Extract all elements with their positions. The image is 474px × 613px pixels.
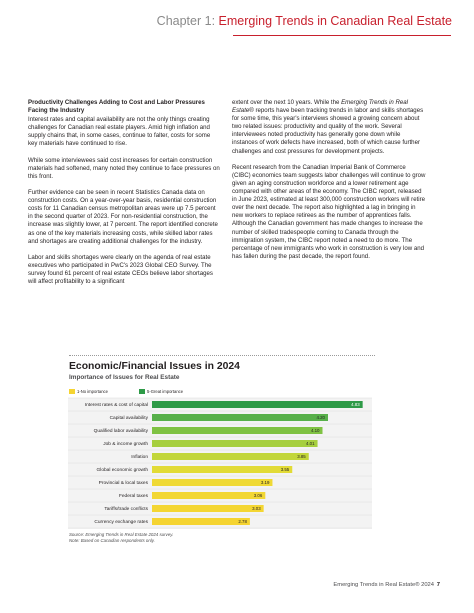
footer-text: Emerging Trends in Real Estate® 2024 (333, 582, 434, 588)
bar (152, 414, 328, 421)
scale-max-label: 5-Great importance (147, 389, 184, 394)
text-run: extent over the next 10 years. While the (232, 99, 342, 106)
paragraph: Further evidence can be seen in recent Statistics Canada data on construction costs. On a year-over-year basis, residential construction costs for 11 Canadian census metropolitan areas were up 7.5 percent in the second quarter of 2023. For non-residential construction, the increase was slightly lower, at 7 percent. The report identified concrete as one of the key materials increasing costs, while skilled labor rates and shortages are creating additional challenges for the industry. (28, 189, 218, 245)
chart-note: Note: Based on Canadian respondents only. (69, 538, 155, 543)
page-number: 7 (436, 582, 440, 588)
paragraph: Labor and skills shortages were clearly on the agenda of real estate executives who participated in PwC's 2023 Global CEO Survey. The survey found 61 percent of real estate CEOs believe labor shortages will affect profitability to a significant (28, 253, 213, 286)
category-label: Inflation (131, 455, 148, 461)
chapter-title: Emerging Trends in Canadian Real Estate (218, 14, 452, 28)
paragraph: Recent research from the Canadian Imperial Bank of Commerce (CIBC) economics team suggests labor challenges will continue to grow given an aging construction workforce and a lower retirement age compared with other areas of the economy. The CIBC report, released in June 2023, estimated at least 300,000 construction workers will retire over the next decade. The report also highlighted a lag in bringing in new workers to replace retirees as the number of apprentices falls. Although the Canadian government has made changes to increase the number of skilled tradespeople coming to Canada through the immigration system, the CIBC report noted a need to do more. The percentage of new immigrants who work in construction is very low and has fallen during the past decade, the report found. (232, 163, 426, 260)
category-label: Global economic growth (96, 468, 148, 474)
category-label: Qualified labor availability (93, 429, 148, 435)
value-label: 4.20 (316, 415, 325, 421)
category-label: Capital availability (109, 416, 148, 422)
bar (152, 466, 292, 473)
category-label: Provincial & local taxes (98, 481, 148, 487)
section-heading: Productivity Challenges Adding to Cost and Labor Pressures Facing the Industry (28, 99, 205, 115)
value-label: 3.06 (253, 493, 263, 499)
category-label: Currency exchange rates (94, 520, 148, 526)
bar (152, 505, 264, 512)
category-label: Federal taxes (118, 494, 148, 500)
value-label: 4.83 (351, 402, 360, 408)
bar (152, 401, 363, 408)
category-label: Job & income growth (103, 442, 148, 448)
value-label: 2.78 (238, 519, 247, 525)
bar (152, 479, 272, 486)
value-label: 4.10 (310, 428, 320, 434)
text-run: ® reports have been tracking trends in labor and skills shortages for some time, this year's interviews showed a growing concern about two related issues: productivity and quality of the work. Several interviewees noted productivity has generally gone down while instances of work defects have increased, both of which cause further challenges and cost pressures for development projects. (232, 107, 424, 155)
bar (152, 492, 265, 499)
scale-min-label: 1-No importance (77, 389, 108, 394)
paragraph: While some interviewees said cost increases for certain construction materials had softened, many noted they continue to face pressures on this front. (28, 156, 220, 180)
value-label: 4.01 (306, 441, 315, 447)
category-label: Interest rates & cost of capital (84, 403, 148, 409)
chart-subtitle: Importance of Issues for Real Estate (69, 374, 180, 381)
value-label: 3.85 (297, 454, 306, 460)
value-label: 3.55 (280, 467, 290, 473)
bar (152, 518, 250, 525)
chapter-label: Chapter 1: (156, 14, 216, 28)
bar (152, 427, 323, 434)
paragraph: Interest rates and capital availability are not the only things creating challenges for Canadian real estate players. Amid high inflation and supply chains that, in some cases, continue to falter, costs for some key materials have continued to rise. (28, 116, 211, 148)
category-label: Tariffs/trade conflicts (104, 507, 148, 513)
value-label: 3.19 (260, 480, 270, 486)
value-label: 3.03 (252, 506, 261, 512)
bar (152, 440, 318, 447)
bar (152, 453, 309, 460)
chart-source: Source: Emerging Trends in Real Estate 2024 survey. (69, 532, 174, 537)
chart-title: Economic/Financial Issues in 2024 (69, 361, 240, 372)
publication-title: Emerging Trends in Real Estate (232, 99, 409, 115)
